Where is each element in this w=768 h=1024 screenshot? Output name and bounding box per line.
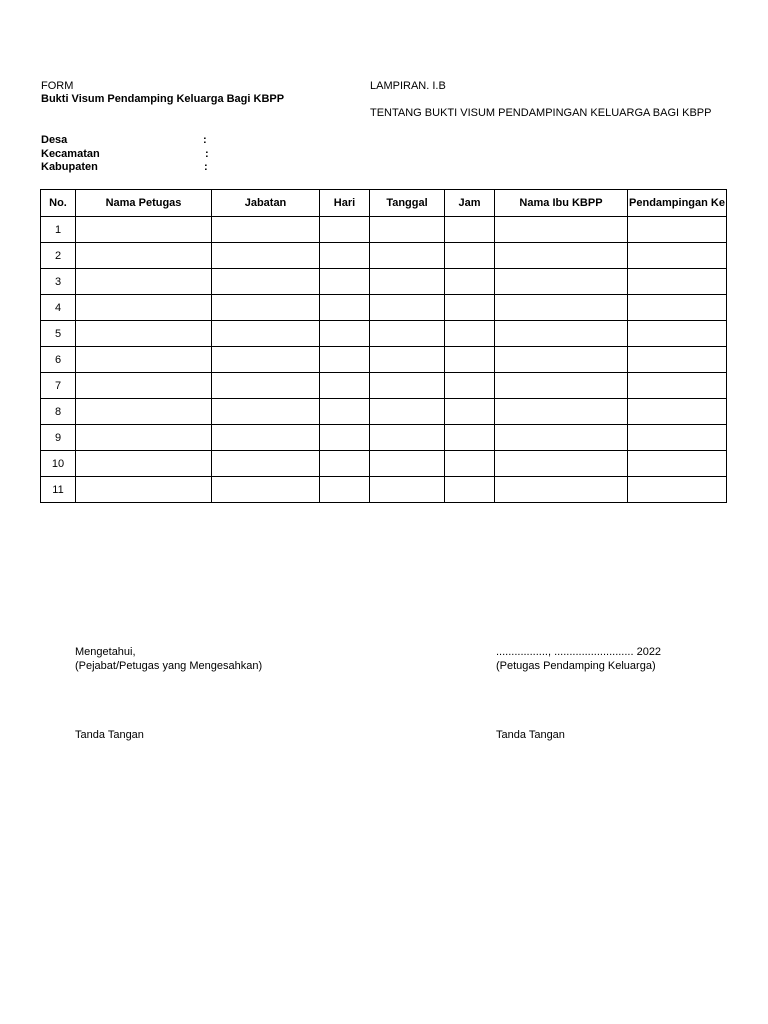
col-header-no: No. [41, 190, 76, 217]
cell-hari[interactable] [320, 373, 370, 399]
field-label-kecamatan: Kecamatan [41, 148, 100, 160]
table-row [41, 217, 727, 243]
cell-nama-petugas[interactable] [76, 321, 212, 347]
table-header-row [41, 190, 727, 217]
cell-jabatan[interactable] [212, 451, 320, 477]
col-header-hari: Hari [320, 190, 370, 217]
cell-pendampingan-ke[interactable] [628, 477, 727, 503]
cell-jam[interactable] [445, 451, 495, 477]
cell-pendampingan-ke[interactable] [628, 295, 727, 321]
cell-jabatan[interactable] [212, 243, 320, 269]
cell-hari[interactable] [320, 269, 370, 295]
cell-pendampingan-ke[interactable] [628, 399, 727, 425]
col-header-nama-petugas: Nama Petugas [76, 190, 212, 217]
table-row [41, 243, 727, 269]
col-header-pendampingan-ke: Pendampingan Ke [628, 190, 727, 217]
field-colon-desa: : [203, 134, 207, 146]
cell-nama-petugas[interactable] [76, 477, 212, 503]
petugas-role-label: (Petugas Pendamping Keluarga) [496, 660, 656, 672]
cell-tanggal[interactable] [370, 477, 445, 503]
col-header-nama-ibu-kbpp: Nama Ibu KBPP [495, 190, 628, 217]
cell-tanggal[interactable] [370, 295, 445, 321]
visum-table [40, 189, 727, 503]
tentang-label: TENTANG BUKTI VISUM PENDAMPINGAN KELUARGA BAGI KBPP [370, 107, 712, 119]
cell-jam[interactable] [445, 321, 495, 347]
cell-hari[interactable] [320, 347, 370, 373]
cell-nama-petugas[interactable] [76, 425, 212, 451]
cell-hari[interactable] [320, 451, 370, 477]
cell-tanggal[interactable] [370, 321, 445, 347]
table-row [41, 477, 727, 503]
cell-hari[interactable] [320, 399, 370, 425]
cell-nama-petugas[interactable] [76, 243, 212, 269]
cell-pendampingan-ke[interactable] [628, 347, 727, 373]
cell-jabatan[interactable] [212, 321, 320, 347]
cell-nama-ibu-kbpp[interactable] [495, 217, 628, 243]
cell-no: 6 [41, 347, 76, 373]
cell-jam[interactable] [445, 217, 495, 243]
cell-nama-petugas[interactable] [76, 347, 212, 373]
cell-nama-petugas[interactable] [76, 373, 212, 399]
cell-pendampingan-ke[interactable] [628, 373, 727, 399]
cell-jabatan[interactable] [212, 425, 320, 451]
table-row [41, 373, 727, 399]
cell-nama-ibu-kbpp[interactable] [495, 477, 628, 503]
cell-nama-ibu-kbpp[interactable] [495, 243, 628, 269]
cell-hari[interactable] [320, 425, 370, 451]
cell-hari[interactable] [320, 243, 370, 269]
cell-tanggal[interactable] [370, 451, 445, 477]
field-colon-kabupaten: : [204, 161, 208, 173]
cell-nama-ibu-kbpp[interactable] [495, 451, 628, 477]
cell-tanggal[interactable] [370, 243, 445, 269]
date-line: ................., .......................... 2022 [496, 646, 662, 658]
cell-nama-ibu-kbpp[interactable] [495, 321, 628, 347]
col-header-jam: Jam [445, 190, 495, 217]
cell-hari[interactable] [320, 295, 370, 321]
cell-no: 1 [41, 217, 76, 243]
field-label-kabupaten: Kabupaten [41, 161, 98, 173]
cell-jam[interactable] [445, 295, 495, 321]
mengetahui-label: Mengetahui, [75, 646, 136, 658]
cell-tanggal[interactable] [370, 425, 445, 451]
table-row [41, 269, 727, 295]
cell-nama-petugas[interactable] [76, 217, 212, 243]
cell-hari[interactable] [320, 217, 370, 243]
cell-no: 8 [41, 399, 76, 425]
cell-pendampingan-ke[interactable] [628, 451, 727, 477]
cell-pendampingan-ke[interactable] [628, 269, 727, 295]
cell-no: 7 [41, 373, 76, 399]
cell-hari[interactable] [320, 321, 370, 347]
cell-nama-petugas[interactable] [76, 451, 212, 477]
table-row [41, 347, 727, 373]
cell-tanggal[interactable] [370, 217, 445, 243]
field-colon-kecamatan: : [205, 148, 209, 160]
cell-pendampingan-ke[interactable] [628, 425, 727, 451]
cell-nama-ibu-kbpp[interactable] [495, 295, 628, 321]
cell-jam[interactable] [445, 477, 495, 503]
cell-tanggal[interactable] [370, 373, 445, 399]
cell-jabatan[interactable] [212, 373, 320, 399]
signature-right-label: Tanda Tangan [496, 729, 565, 741]
col-header-tanggal: Tanggal [370, 190, 445, 217]
cell-jam[interactable] [445, 425, 495, 451]
cell-nama-ibu-kbpp[interactable] [495, 347, 628, 373]
table-row [41, 425, 727, 451]
field-label-desa: Desa [41, 134, 68, 146]
form-title: Bukti Visum Pendamping Keluarga Bagi KBPP [41, 93, 285, 105]
cell-no: 11 [41, 477, 76, 503]
cell-no: 5 [41, 321, 76, 347]
table-row [41, 321, 727, 347]
cell-no: 3 [41, 269, 76, 295]
cell-jabatan[interactable] [212, 269, 320, 295]
cell-no: 2 [41, 243, 76, 269]
cell-hari[interactable] [320, 477, 370, 503]
cell-jam[interactable] [445, 243, 495, 269]
cell-no: 10 [41, 451, 76, 477]
pejabat-role-label: (Pejabat/Petugas yang Mengesahkan) [75, 660, 263, 672]
cell-nama-ibu-kbpp[interactable] [495, 399, 628, 425]
cell-jabatan[interactable] [212, 399, 320, 425]
cell-nama-ibu-kbpp[interactable] [495, 373, 628, 399]
form-label: FORM [41, 80, 74, 92]
cell-jam[interactable] [445, 399, 495, 425]
table-row [41, 399, 727, 425]
cell-pendampingan-ke[interactable] [628, 321, 727, 347]
table-row [41, 295, 727, 321]
cell-pendampingan-ke[interactable] [628, 217, 727, 243]
cell-jabatan[interactable] [212, 347, 320, 373]
cell-jam[interactable] [445, 347, 495, 373]
cell-nama-ibu-kbpp[interactable] [495, 269, 628, 295]
cell-tanggal[interactable] [370, 399, 445, 425]
cell-nama-petugas[interactable] [76, 295, 212, 321]
cell-nama-petugas[interactable] [76, 269, 212, 295]
signature-left-label: Tanda Tangan [75, 729, 144, 741]
cell-jabatan[interactable] [212, 295, 320, 321]
cell-no: 9 [41, 425, 76, 451]
cell-nama-ibu-kbpp[interactable] [495, 425, 628, 451]
cell-nama-petugas[interactable] [76, 399, 212, 425]
cell-pendampingan-ke[interactable] [628, 243, 727, 269]
lampiran-label: LAMPIRAN. I.B [370, 80, 446, 92]
cell-jabatan[interactable] [212, 477, 320, 503]
cell-jabatan[interactable] [212, 217, 320, 243]
table-row [41, 451, 727, 477]
cell-no: 4 [41, 295, 76, 321]
cell-jam[interactable] [445, 373, 495, 399]
cell-jam[interactable] [445, 269, 495, 295]
cell-tanggal[interactable] [370, 347, 445, 373]
cell-tanggal[interactable] [370, 269, 445, 295]
col-header-jabatan: Jabatan [212, 190, 320, 217]
